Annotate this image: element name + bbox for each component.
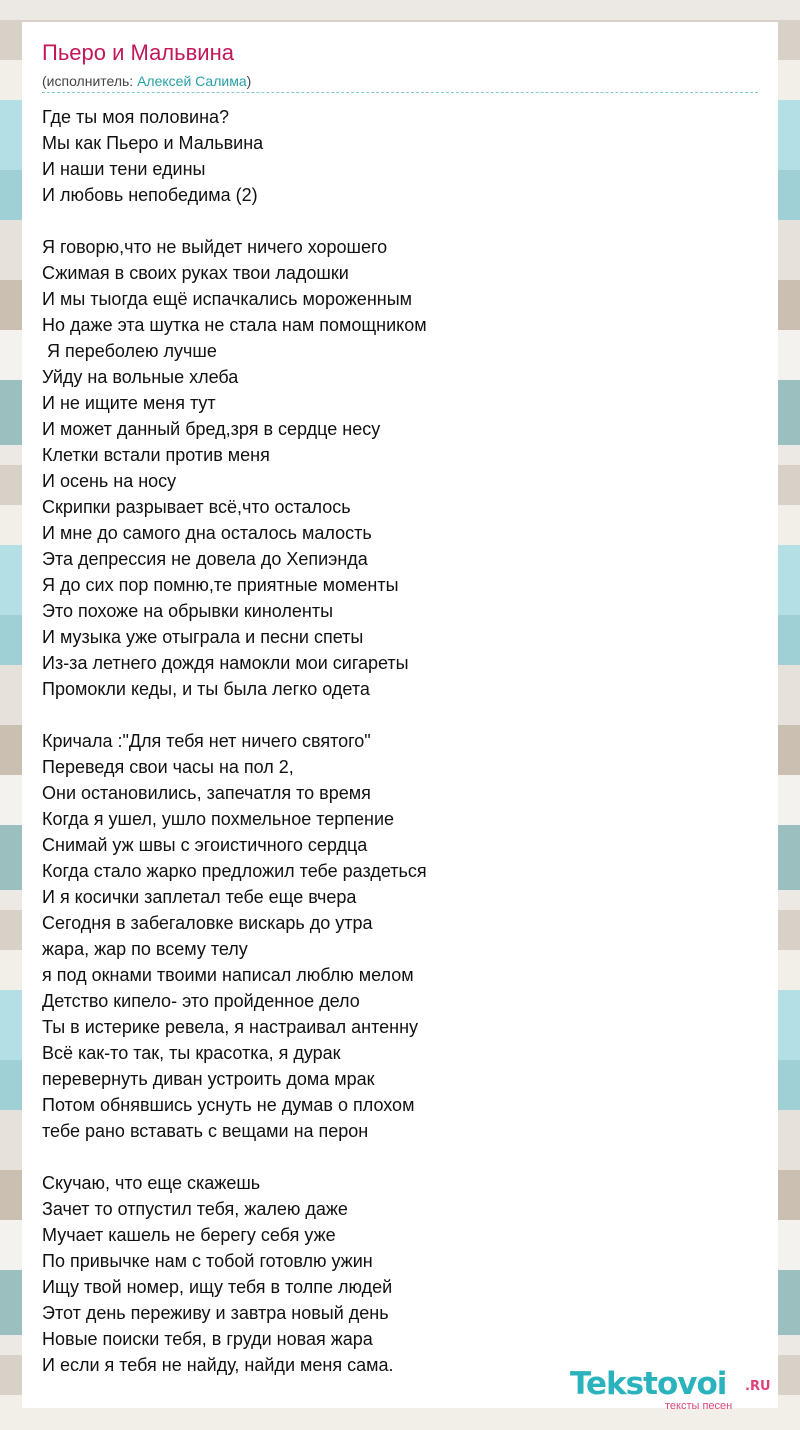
artist-line	[42, 73, 251, 89]
lyric-line: тебе рано вставать с вещами на перон	[42, 1121, 369, 1141]
lyric-line: Клетки встали против меня	[42, 445, 270, 465]
lyric-line: Этот день переживу и завтра новый день	[42, 1303, 389, 1323]
lyric-line: Мы как Пьеро и Мальвина	[42, 133, 264, 153]
stanza-break	[42, 1144, 762, 1170]
lyric-line: Из-за летнего дождя намокли мои сигареты	[42, 653, 409, 673]
lyric-line: И может данный бред,зря в сердце несу	[42, 419, 381, 439]
lyric-line: Мучает кашель не берегу себя уже	[42, 1225, 336, 1245]
artist-link[interactable]: Алексей Салима	[137, 73, 247, 89]
lyric-line: Я переболею лучше	[42, 341, 217, 361]
lyric-line: Детство кипело- это пройденное дело	[42, 991, 360, 1011]
stanza-break	[42, 208, 762, 234]
lyric-line: жара, жар по всему телу	[42, 939, 248, 959]
site-logo[interactable]	[570, 1366, 770, 1410]
lyric-line: Сегодня в забегаловке вискарь до утра	[42, 913, 373, 933]
lyrics-card	[22, 22, 778, 1412]
lyric-line: И наши тени едины	[42, 159, 206, 179]
lyric-line: Когда стало жарко предложил тебе раздеться	[42, 861, 427, 881]
lyric-line: перевернуть диван устроить дома мрак	[42, 1069, 375, 1089]
lyric-line: Всё как-то так, ты красотка, я дурак	[42, 1043, 341, 1063]
lyric-line: Эта депрессия не довела до Хепиэнда	[42, 549, 368, 569]
song-title: Пьеро и Мальвина	[42, 40, 234, 65]
lyric-line: И мне до самого дна осталось малость	[42, 523, 372, 543]
lyric-line: Ты в истерике ревела, я настраивал антенну	[42, 1017, 419, 1037]
lyric-line: И мы тыогда ещё испачкались мороженным	[42, 289, 413, 309]
logo-name: Tekstovoi	[570, 1366, 727, 1402]
lyric-line: Я до сих пор помню,те приятные моменты	[42, 575, 399, 595]
lyric-line: Они остановились, запечатля то время	[42, 783, 371, 803]
lyric-line: И музыка уже отыграла и песни спеты	[42, 627, 364, 647]
lyric-line: Сжимая в своих руках твои ладошки	[42, 263, 349, 283]
lyric-line: Скучаю, что еще скажешь	[42, 1173, 261, 1193]
lyric-line: Кричала :"Для тебя нет ничего святого"	[42, 731, 371, 751]
lyric-line: По привычке нам с тобой готовлю ужин	[42, 1251, 373, 1271]
lyric-line: Новые поиски тебя, в груди новая жара	[42, 1329, 373, 1349]
lyric-line: Уйду на вольные хлеба	[42, 367, 239, 387]
lyric-line: Когда я ушел, ушло похмельное терпение	[42, 809, 395, 829]
lyric-line: Где ты моя половина?	[42, 107, 230, 127]
lyric-line: Снимай уж швы с эгоистичного сердца	[42, 835, 368, 855]
stanza-break	[42, 702, 762, 728]
lyric-line: И я косички заплетал тебе еще вчера	[42, 887, 357, 907]
lyric-line: Зачет то отпустил тебя, жалею даже	[42, 1199, 348, 1219]
lyric-line: Я говорю,что не выйдет ничего хорошего	[42, 237, 388, 257]
lyric-line: И если я тебя не найду, найди меня сама.	[42, 1355, 394, 1375]
logo-tagline: тексты песен	[665, 1400, 733, 1412]
lyric-line: И не ищите меня тут	[42, 393, 216, 413]
title-divider	[42, 92, 758, 93]
lyric-line: Это похоже на обрывки киноленты	[42, 601, 334, 621]
artist-prefix: (исполнитель:	[42, 73, 138, 89]
lyric-line: я под окнами твоими написал люблю мелом	[42, 965, 414, 985]
lyric-line: И осень на носу	[42, 471, 177, 491]
lyric-line: Переведя свои часы на пол 2,	[42, 757, 294, 777]
lyrics-text	[42, 104, 762, 1378]
lyric-line: Потом обнявшись уснуть не думав о плохом	[42, 1095, 415, 1115]
lyric-line: Но даже эта шутка не стала нам помощником	[42, 315, 427, 335]
lyric-line: Промокли кеды, и ты была легко одета	[42, 679, 370, 699]
lyric-line: Ищу твой номер, ищу тебя в толпе людей	[42, 1277, 393, 1297]
lyric-line: Скрипки разрывает всё,что осталось	[42, 497, 351, 517]
artist-suffix: )	[246, 73, 252, 89]
logo-tld: .RU	[745, 1379, 771, 1394]
lyric-line: И любовь непобедима (2)	[42, 185, 258, 205]
